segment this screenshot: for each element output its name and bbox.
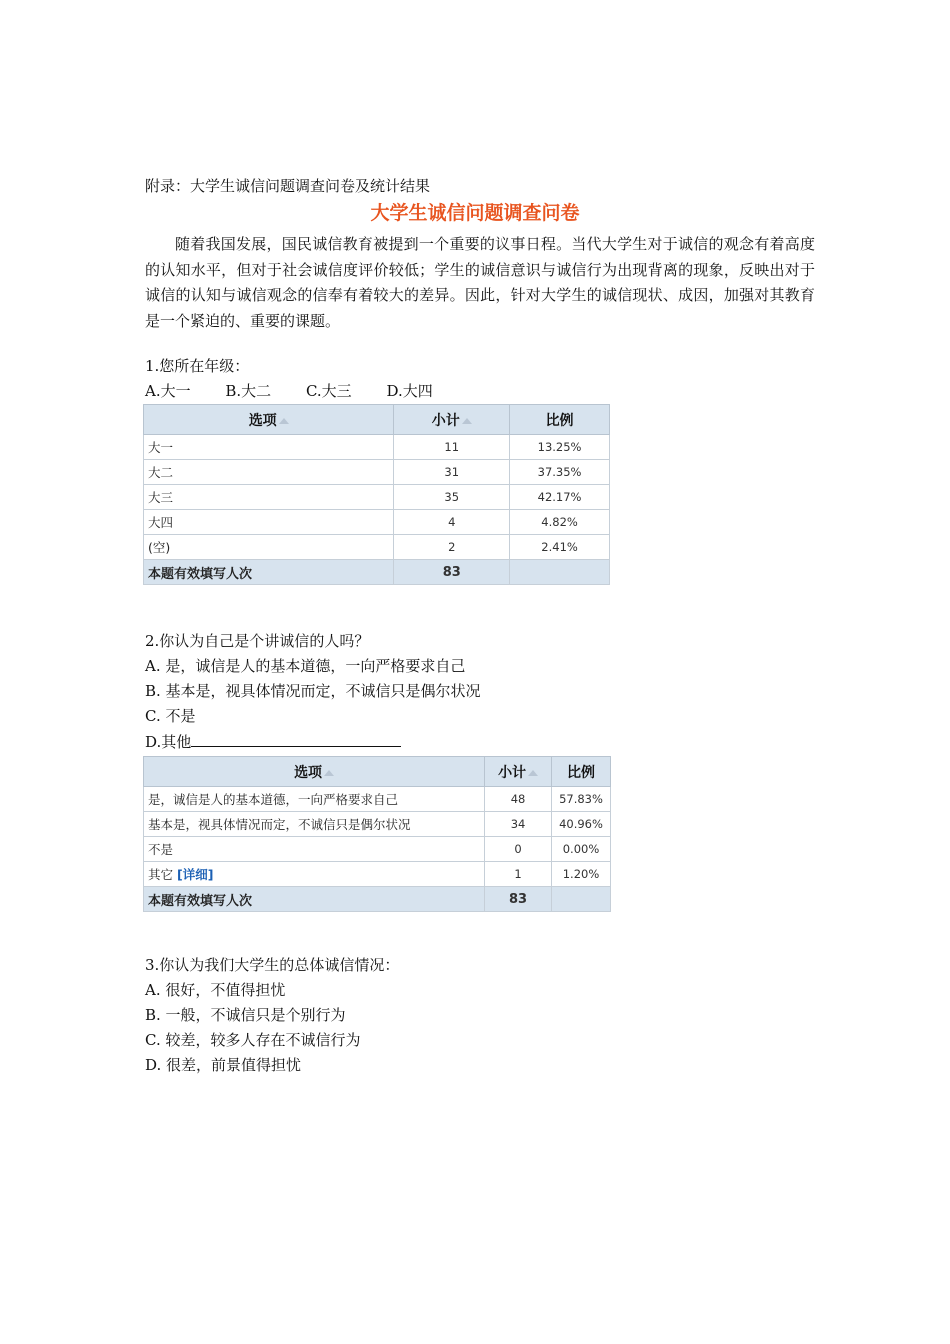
q3-option-a: A. 很好，不值得担忧 [145, 981, 286, 999]
table-row: 大四 4 4.82% [144, 510, 610, 535]
header-count[interactable]: 小计 [485, 757, 552, 787]
table-total-row: 本题有效填写人次 83 [144, 560, 610, 585]
table-row: 大三 35 42.17% [144, 485, 610, 510]
q3-option-c: C. 较差，较多人存在不诚信行为 [145, 1031, 361, 1049]
table-header-row [144, 757, 611, 787]
header-ratio: 比例 [510, 405, 610, 435]
header-option[interactable]: 选项 [144, 757, 485, 787]
q1-options [145, 381, 463, 401]
q2-question: 2.你认为自己是个讲诚信的人吗？ [145, 632, 370, 650]
table-row: (空) 2 2.41% [144, 535, 610, 560]
appendix-heading: 附录：大学生诚信问题调查问卷及统计结果 [145, 177, 431, 195]
detail-link[interactable]: [详细] [177, 867, 214, 882]
table-row: 大二 31 37.35% [144, 460, 610, 485]
header-ratio: 比例 [552, 757, 611, 787]
table-total-row: 本题有效填写人次 83 [144, 887, 611, 912]
q2-option-b: B. 基本是，视具体情况而定，不诚信只是偶尔状况 [145, 682, 481, 700]
q1-option-a: A.大一 [145, 382, 191, 400]
q1-option-c: C.大三 [305, 382, 352, 400]
q3-option-b: B. 一般，不诚信只是个别行为 [145, 1006, 346, 1024]
header-count[interactable]: 小计 [394, 405, 510, 435]
q2-option-c: C. 不是 [145, 707, 196, 725]
sort-icon[interactable] [279, 418, 289, 424]
sort-icon[interactable] [462, 418, 472, 424]
table-header-row [144, 405, 610, 435]
sort-icon[interactable] [324, 770, 334, 776]
table-row: 不是 0 0.00% [144, 837, 611, 862]
survey-title: 大学生诚信问题调查问卷 [370, 202, 580, 224]
other-blank-line [191, 731, 401, 747]
q3-question: 3.你认为我们大学生的总体诚信情况： [145, 956, 400, 974]
q1-option-b: B.大二 [225, 382, 272, 400]
q1-option-d: D.大四 [386, 382, 433, 400]
q2-option-d: D.其他 [145, 731, 401, 752]
table-row: 基本是，视具体情况而定，不诚信只是偶尔状况 34 40.96% [144, 812, 611, 837]
table-row: 其它 [详细] 1 1.20% [144, 862, 611, 887]
q3-option-d: D. 很差，前景值得担忧 [145, 1056, 302, 1074]
sort-icon[interactable] [528, 770, 538, 776]
intro-paragraph: 随着我国发展，国民诚信教育被提到一个重要的议事日程。当代大学生对于诚信的观念有着高度的认知水平，但对于社会诚信度评价较低；学生的诚信意识与诚信行为出现背离的现象，反映出对于诚信的认知与诚信观念的信奉有着较大的差异。因此，针对大学生的诚信现状、成因，加强对其教育是一个紧迫的、重要的课题。 [145, 235, 815, 330]
table-row: 大一 11 13.25% [144, 435, 610, 460]
header-option[interactable]: 选项 [144, 405, 394, 435]
q2-result-table [143, 756, 611, 912]
q2-option-a: A. 是，诚信是人的基本道德，一向严格要求自己 [145, 657, 466, 675]
q1-result-table [143, 404, 610, 585]
q1-question: 1.您所在年级： [145, 357, 250, 375]
table-row: 是，诚信是人的基本道德，一向严格要求自己 48 57.83% [144, 787, 611, 812]
